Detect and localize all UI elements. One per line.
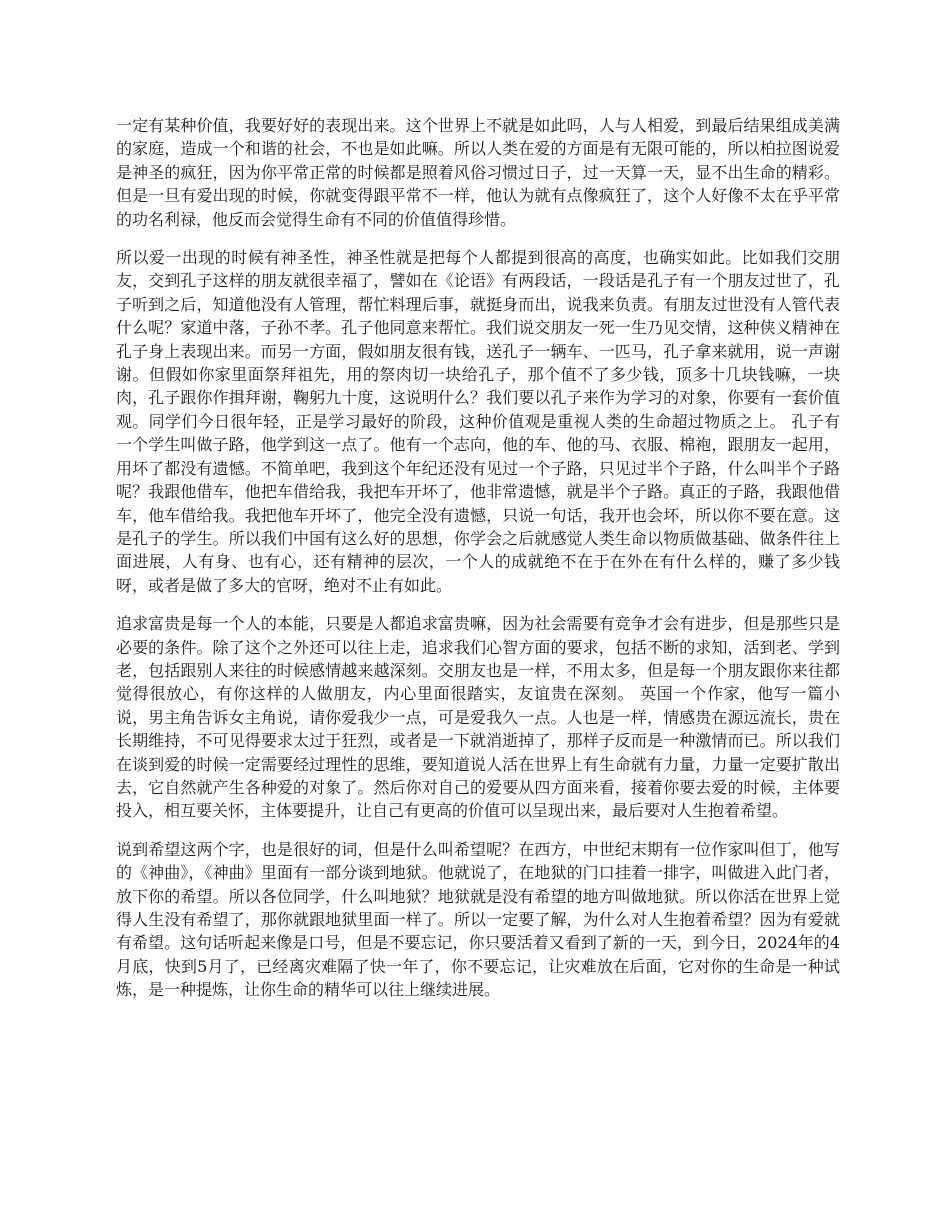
- paragraph-3: 追求富贵是每一个人的本能，只要是人都追求富贵嘛，因为社会需要有竞争才会有进步，但是那些只是必要的条件。除了这个之外还可以往上走，追求我们心智方面的要求，包括不断的求知，活到老、学到老，包括跟别人来往的时候感情越来越深刻。交朋友也是一样，不用太多，但是每一个朋友跟你来往都觉得很放心，有你这样的人做朋友，内心里面很踏实，友谊贵在深刻。 英国一个作家，他写一篇小说，男主角告诉女主角说，请你爱我少一点，可是爱我久一点。人也是一样，情感贵在源远流长，贵在长期维持，不可见得要求太过于狂烈，或者是一下就消逝掉了，那样子反而是一种激情而已。所以我们在谈到爱的时候一定需要经过理性的思维，要知道说人活在世界上有生命就有力量，力量一定要扩散出去，它自然就产生各种爱的对象了。然后你对自己的爱要从四方面来看，接着你要去爱的时候，主体要投入，相互要关怀，主体要提升，让自己有更高的价值可以呈现出来，最后要对人生抱着希望。: [116, 614, 840, 821]
- paragraph-2: 所以爱一出现的时候有神圣性，神圣性就是把每个人都提到很高的高度，也确实如此。比如我们交朋友，交到孔子这样的朋友就很幸福了，譬如在《论语》有两段话，一段话是孔子有一个朋友过世了，孔子听到之后，知道他没有人管理，帮忙料理后事，就挺身而出，说我来负责。有朋友过世没有人管代表什么呢？家道中落，子孙不孝。孔子他同意来帮忙。我们说交朋友一死一生乃见交情，这种侠义精神在孔子身上表现出来。而另一方面，假如朋友很有钱，送孔子一辆车、一匹马，孔子拿来就用，说一声谢谢。但假如你家里面祭拜祖先，用的祭肉切一块给孔子，那个值不了多少钱，顶多十几块钱嘛，一块肉，孔子跟你作揖拜谢，鞠躬九十度，这说明什么？我们要以孔子来作为学习的对象，你要有一套价值观。同学们今日很年轻，正是学习最好的阶段，这种价值观是重视人类的生命超过物质之上。 孔子有一个学生叫做子路，他学到这一点了。他有一个志向，他的车、他的马、衣服、棉袍，跟朋友一起用，用坏了都没有遗憾。不简单吧，我到这个年纪还没有见过一个子路，只见过半个子路，什么叫半个子路呢？我跟他借车，他把车借给我，我把车开坏了，他非常遗憾，就是半个子路。真正的子路，我跟他借车，他车借给我。我把他车开坏了，他完全没有遗憾，只说一句话，我开也会坏，所以你不要在意。这是孔子的学生。所以我们中国有这么好的思想，你学会之后就感觉人类生命以物质做基础、做条件往上面进展，人有身、也有心，还有精神的层次，一个人的成就绝不在于在外在有什么样的，赚了多少钱呀，或者是做了多大的官呀，绝对不止有如此。: [116, 248, 840, 595]
- paragraph-1: 一定有某种价值，我要好好的表现出来。这个世界上不就是如此吗，人与人相爱，到最后结果组成美满的家庭，造成一个和谐的社会，不也是如此嘛。所以人类在爱的方面是有无限可能的，所以柏拉图说爱是神圣的疯狂，因为你平常正常的时候都是照着风俗习惯过日子，过一天算一天，显不出生命的精彩。但是一旦有爱出现的时候，你就变得跟平常不一样，他认为就有点像疯狂了，这个人好像不太在乎平常的功名利禄，他反而会觉得生命有不同的价值值得珍惜。: [116, 116, 840, 229]
- paragraph-4: 说到希望这两个字，也是很好的词，但是什么叫希望呢？在西方，中世纪末期有一位作家叫但丁，他写的《神曲》，《神曲》里面有一部分谈到地狱。他就说了，在地狱的门口挂着一排字，叫做进入此门者，放下你的希望。所以各位同学，什么叫地狱？地狱就是没有希望的地方叫做地狱。所以你活在世界上觉得人生没有希望了，那你就跟地狱里面一样了。所以一定要了解，为什么对人生抱着希望？因为有爱就有希望。这句话听起来像是口号，但是不要忘记，你只要活着又看到了新的一天，到今日，2024年的4月底，快到5月了，已经离灾难隔了快一年了，你不要忘记，让灾难放在后面，它对你的生命是一种试炼，是一种提炼，让你生命的精华可以往上继续进展。: [116, 839, 840, 1000]
- document-body: [116, 114, 840, 1017]
